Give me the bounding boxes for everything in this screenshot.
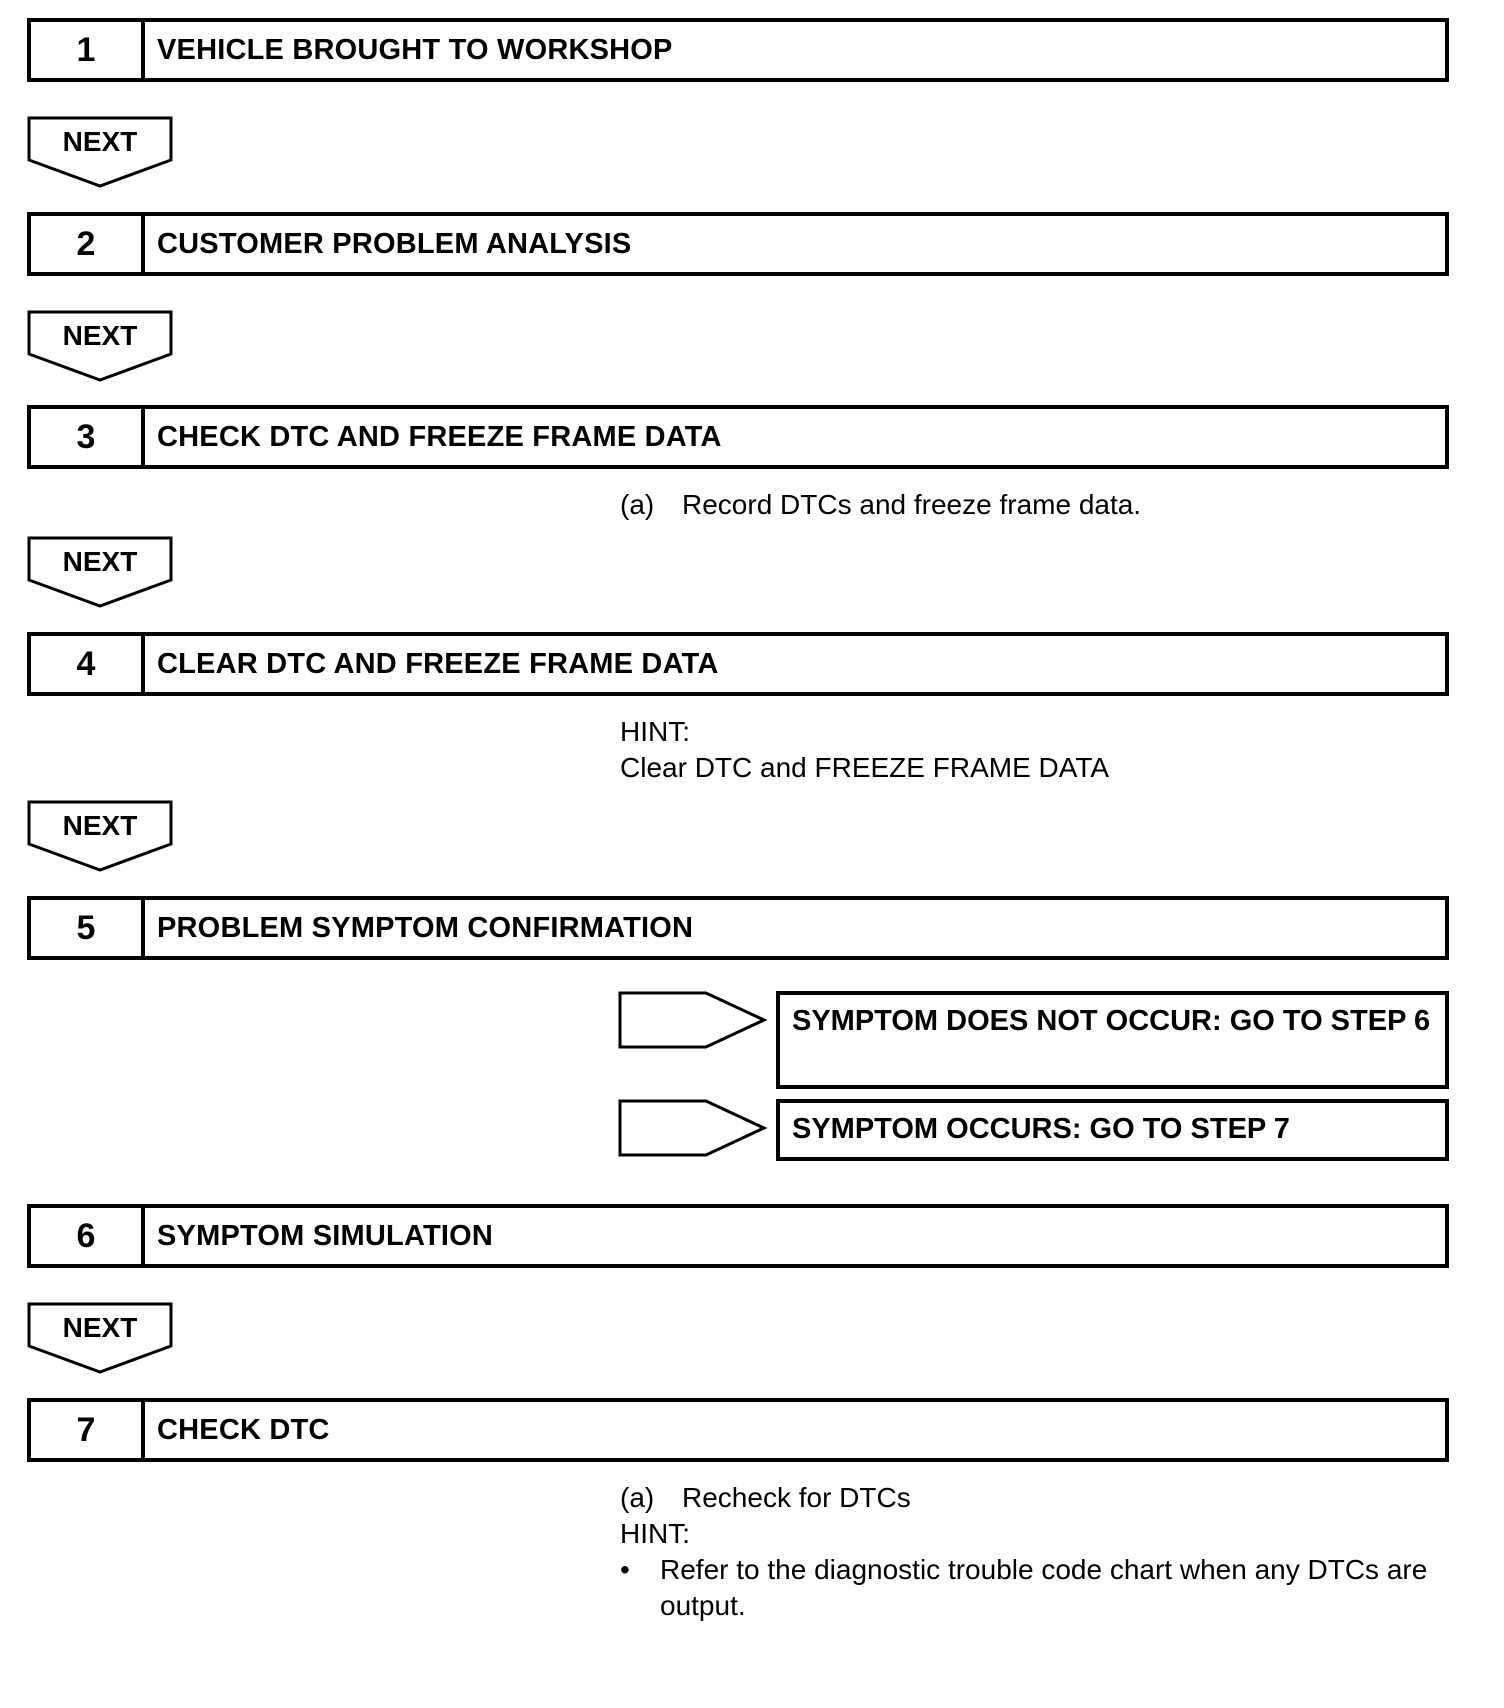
next-label: NEXT bbox=[62, 810, 138, 841]
step-number: 7 bbox=[31, 1402, 145, 1458]
next-label: NEXT bbox=[62, 126, 138, 157]
branch-symptom-occurs: SYMPTOM OCCURS: GO TO STEP 7 bbox=[776, 1099, 1449, 1161]
step-title: PROBLEM SYMPTOM CONFIRMATION bbox=[157, 911, 694, 944]
step-number: 4 bbox=[31, 636, 145, 692]
step-title: CHECK DTC AND FREEZE FRAME DATA bbox=[157, 420, 722, 453]
note-marker: (a) bbox=[620, 1482, 655, 1513]
step-4-box bbox=[27, 632, 1449, 696]
step-7-note bbox=[620, 1480, 911, 1552]
note-text: Record DTCs and freeze frame data. bbox=[682, 489, 1142, 520]
step-number: 6 bbox=[31, 1208, 145, 1264]
next-label: NEXT bbox=[62, 320, 138, 351]
step-number: 5 bbox=[31, 900, 145, 956]
branch-symptom-not-occur: SYMPTOM DOES NOT OCCUR: GO TO STEP 6 bbox=[776, 991, 1449, 1089]
next-label: NEXT bbox=[62, 1312, 138, 1343]
next-arrow bbox=[27, 800, 173, 872]
step-7-box bbox=[27, 1398, 1449, 1462]
note-marker: (a) bbox=[620, 489, 655, 520]
next-label: NEXT bbox=[62, 546, 138, 577]
bullet-text: Refer to the diagnostic trouble code chart when any DTCs are output. bbox=[660, 1554, 1428, 1621]
step-5-box bbox=[27, 896, 1449, 960]
step-3-note bbox=[620, 487, 1141, 523]
step-number: 2 bbox=[31, 216, 145, 272]
hint-bullet-item bbox=[620, 1552, 1450, 1624]
step-1-box bbox=[27, 18, 1449, 82]
step-6-box bbox=[27, 1204, 1449, 1268]
note-text: Recheck for DTCs bbox=[682, 1482, 911, 1513]
step-title: CUSTOMER PROBLEM ANALYSIS bbox=[157, 227, 632, 260]
bullet-marker: • bbox=[620, 1554, 630, 1585]
next-arrow bbox=[27, 536, 173, 608]
branch-arrow-icon bbox=[618, 991, 768, 1049]
hint-text: Clear DTC and FREEZE FRAME DATA bbox=[620, 752, 1110, 783]
step-title: VEHICLE BROUGHT TO WORKSHOP bbox=[157, 33, 673, 66]
step-title: CLEAR DTC AND FREEZE FRAME DATA bbox=[157, 647, 719, 680]
step-title: SYMPTOM SIMULATION bbox=[157, 1219, 494, 1252]
next-arrow bbox=[27, 310, 173, 382]
next-arrow bbox=[27, 116, 173, 188]
step-number: 3 bbox=[31, 409, 145, 465]
hint-label: HINT: bbox=[620, 716, 690, 747]
branch-arrow-icon bbox=[618, 1099, 768, 1157]
step-title: CHECK DTC bbox=[157, 1413, 330, 1446]
step-3-box bbox=[27, 405, 1449, 469]
step-4-hint bbox=[620, 714, 1109, 786]
next-arrow bbox=[27, 1302, 173, 1374]
step-number: 1 bbox=[31, 22, 145, 78]
step-2-box bbox=[27, 212, 1449, 276]
hint-label: HINT: bbox=[620, 1518, 690, 1549]
